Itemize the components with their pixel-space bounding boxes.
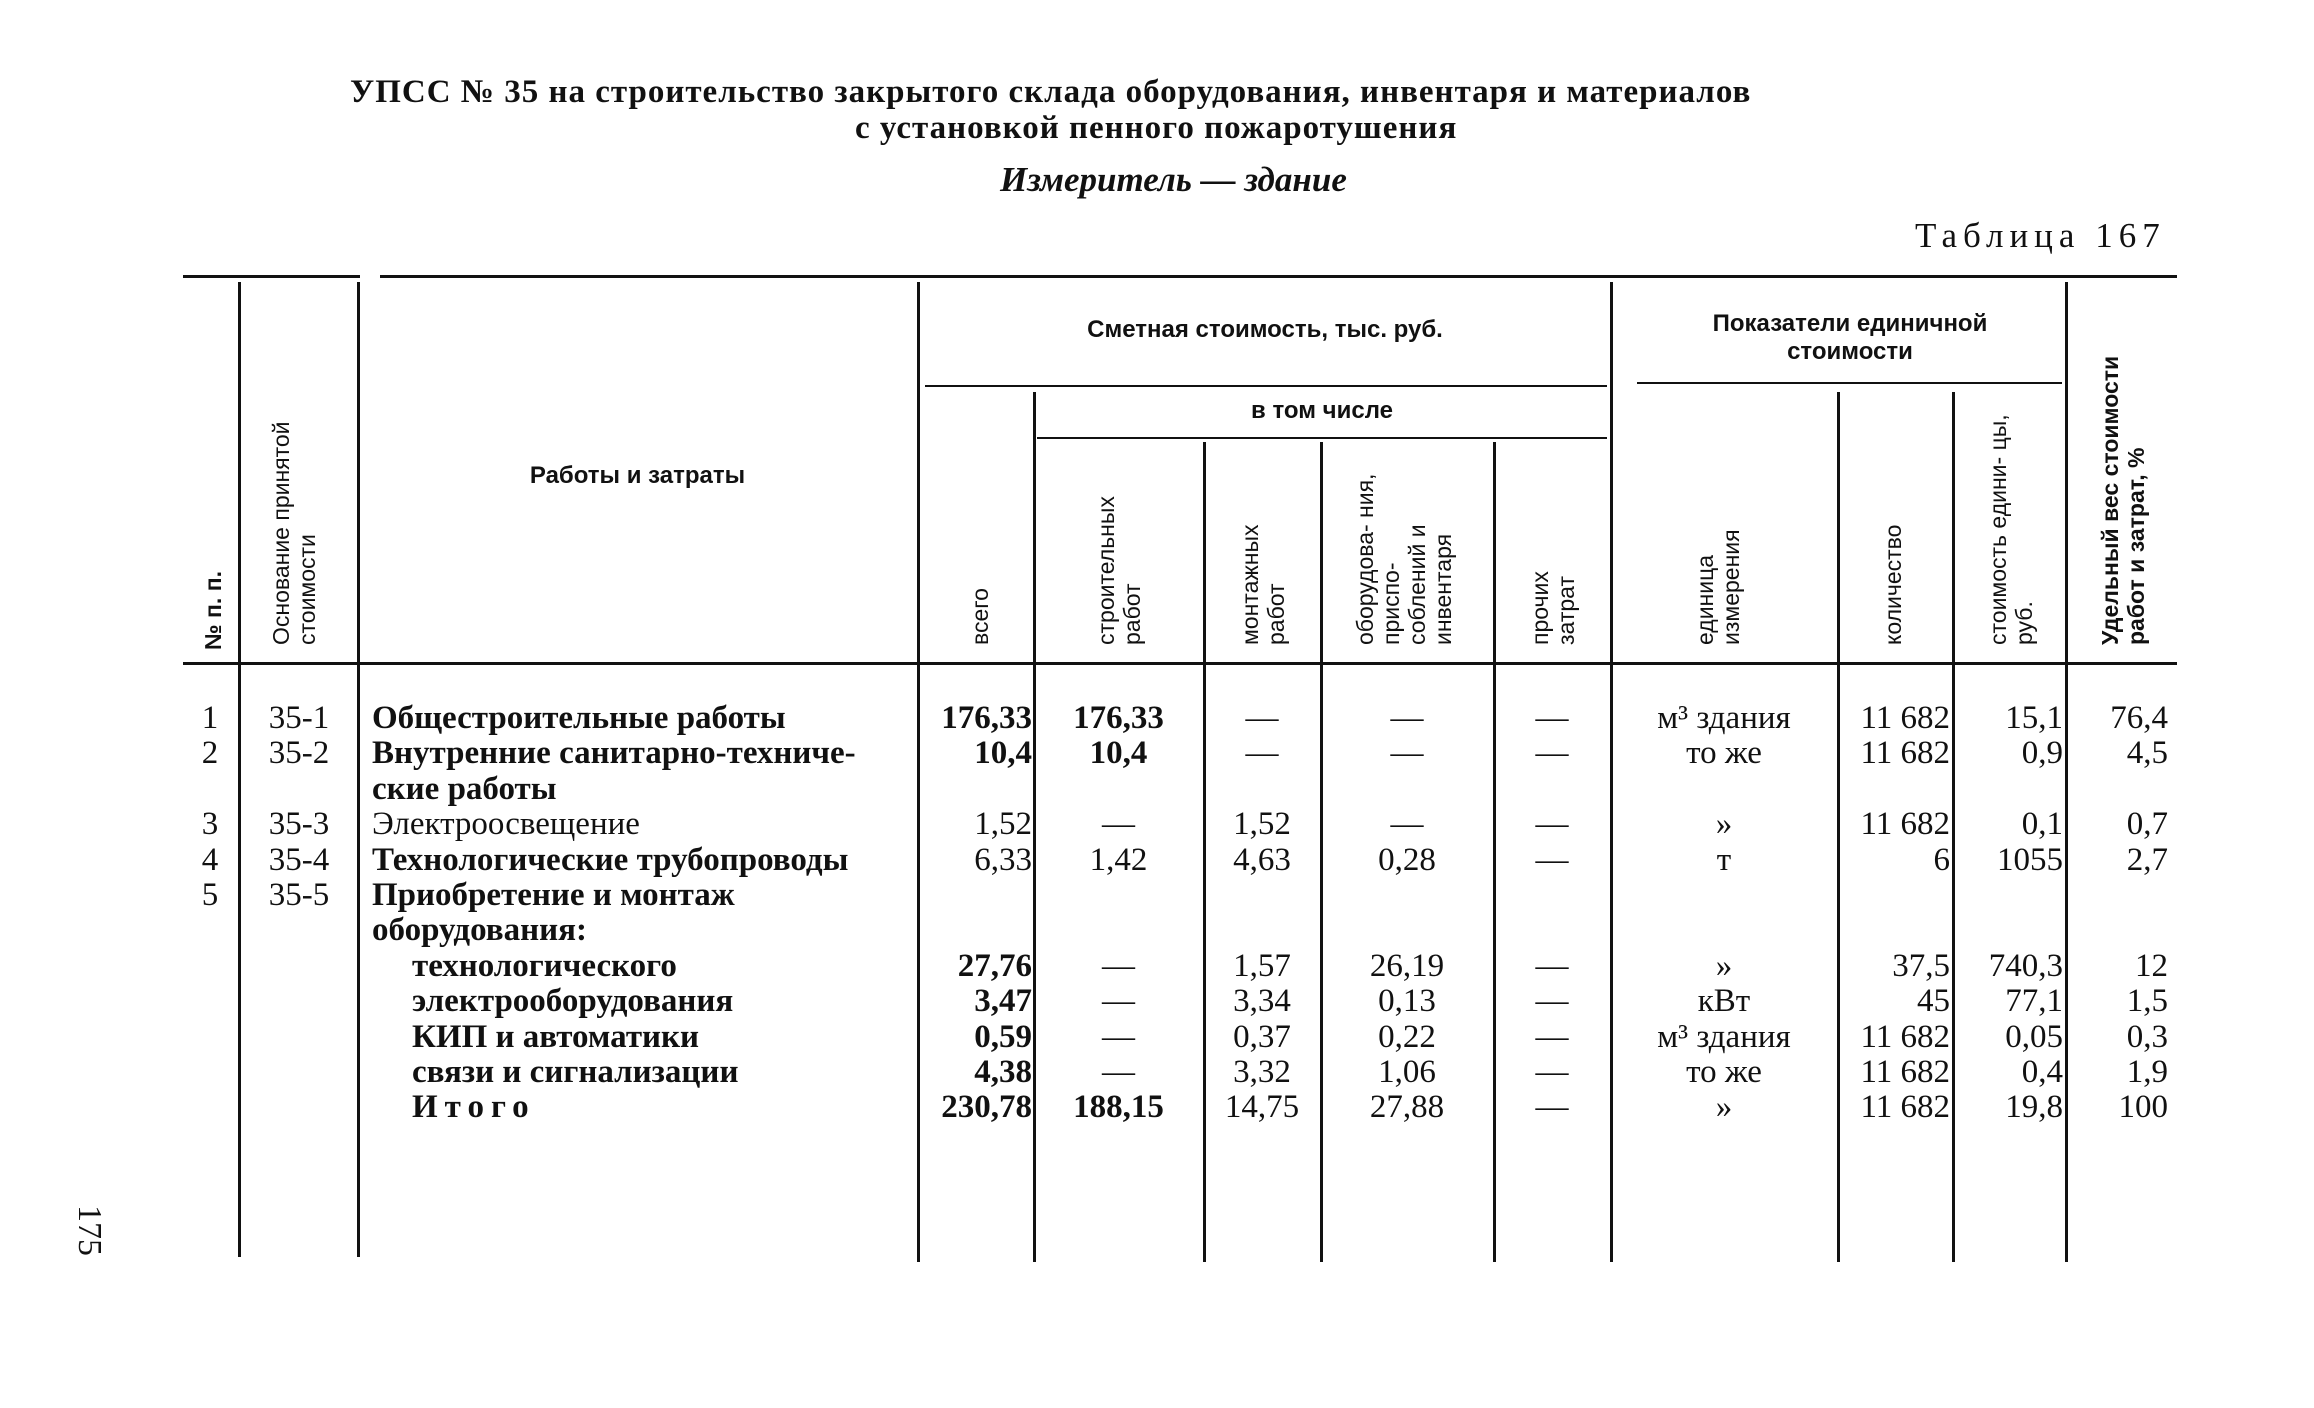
cell-qty: 11 682	[1860, 1018, 1950, 1055]
cell-share: 2,7	[2126, 841, 2168, 878]
header-unit-cost-text: стоимость едини- цы, руб.	[1985, 414, 2037, 645]
measure-unit: Измеритель — здание	[1000, 160, 1347, 199]
cell-other: —	[1535, 1018, 1569, 1055]
cell-unit: то же	[1686, 735, 1762, 772]
cell-name: Внутренние санитарно-техниче-	[372, 735, 856, 772]
table-top-rule	[183, 275, 360, 278]
cell-qty: 11 682	[1860, 700, 1950, 736]
cell-qty: 37,5	[1892, 947, 1950, 984]
table-subtitle: с установкой пенного пожаротушения	[855, 110, 1458, 146]
cell-inst: —	[1245, 735, 1279, 772]
cell-n: 3	[201, 806, 219, 843]
cell-name: технологического	[412, 947, 677, 984]
cell-share: 0,3	[2126, 1018, 2168, 1055]
table-title: УПСС № 35 на строительство закрытого склада оборудования, инвентаря и материалов	[350, 74, 1752, 110]
cell-constr: —	[1102, 947, 1135, 984]
including-rule	[1037, 437, 1607, 439]
cell-total: 230,78	[941, 1089, 1032, 1126]
header-bottom-rule	[183, 662, 2177, 665]
cell-name: Общестроительные работы	[372, 700, 786, 736]
header-cost-group: Сметная стоимость, тыс. руб.	[1087, 316, 1443, 343]
cell-unit: »	[1715, 947, 1733, 984]
cell-name: Итого	[412, 1089, 536, 1126]
cell-basis: 35-1	[268, 700, 330, 736]
cell-equip: 0,13	[1378, 983, 1436, 1020]
header-works: Работы и затраты	[529, 462, 746, 489]
cell-constr: —	[1102, 1054, 1135, 1090]
cell-equip: 0,28	[1378, 841, 1436, 878]
cell-name2: оборудования:	[372, 912, 587, 949]
cell-equip: 1,06	[1378, 1054, 1436, 1090]
cell-inst: —	[1245, 700, 1279, 736]
cell-unit: »	[1715, 1089, 1733, 1126]
header-including: в том числе	[1251, 397, 1393, 424]
cell-inst: 3,32	[1233, 1054, 1291, 1090]
cell-qty: 11 682	[1860, 735, 1950, 772]
cost-group-rule	[925, 385, 1607, 387]
cell-share: 76,4	[2110, 700, 2168, 736]
cell-inst: 1,57	[1233, 947, 1291, 984]
header-unit-cost	[1985, 385, 2037, 645]
header-installation	[1237, 465, 1289, 645]
cell-unit: кВт	[1697, 983, 1751, 1020]
cell-constr: 10,4	[1089, 735, 1148, 772]
cell-name: Технологические трубопроводы	[372, 841, 849, 878]
cell-total: 176,33	[941, 700, 1032, 736]
cell-unit: м³ здания	[1657, 700, 1791, 736]
cell-basis: 35-4	[268, 841, 330, 878]
cell-other: —	[1535, 983, 1569, 1020]
cell-inst: 4,63	[1233, 841, 1291, 878]
cell-qty: 6	[1933, 841, 1950, 878]
cell-equip: 26,19	[1369, 947, 1445, 984]
table-number: Таблица 167	[1915, 216, 2166, 255]
col-divider	[238, 282, 241, 1257]
header-construction	[1093, 445, 1145, 645]
cell-n: 2	[201, 735, 219, 772]
cell-constr: 1,42	[1089, 841, 1148, 878]
cell-ucost: 19,8	[2005, 1089, 2063, 1126]
cell-equip: 0,22	[1378, 1018, 1436, 1055]
cell-basis: 35-5	[268, 877, 330, 913]
header-share-text: Удельный вес стоимости работ и затрат, %	[2097, 355, 2149, 645]
header-share	[2097, 285, 2149, 645]
header-unit-group: Показатели единичной стоимости	[1712, 310, 1988, 365]
cell-share: 4,5	[2126, 735, 2168, 772]
cell-total: 4,38	[974, 1054, 1032, 1090]
header-basis	[268, 335, 320, 645]
cell-name2: ские работы	[372, 770, 557, 807]
cell-equip: —	[1390, 806, 1424, 843]
cell-total: 6,33	[974, 841, 1032, 878]
cell-constr: 176,33	[1073, 700, 1164, 736]
cell-other: —	[1535, 841, 1569, 878]
unit-group-rule	[1637, 382, 2062, 384]
col-divider	[357, 282, 360, 1257]
cell-share: 100	[2118, 1089, 2168, 1126]
cell-ucost: 15,1	[2005, 700, 2063, 736]
cell-ucost: 0,1	[2021, 806, 2063, 843]
cell-constr: 188,15	[1073, 1089, 1164, 1126]
cell-n: 4	[201, 841, 219, 878]
cell-name: Электроосвещение	[372, 806, 640, 843]
cell-name: КИП и автоматики	[412, 1018, 700, 1055]
cell-basis: 35-3	[268, 806, 330, 843]
cell-n: 5	[201, 877, 219, 913]
header-total: всего	[967, 588, 993, 645]
cell-constr: —	[1102, 1018, 1135, 1055]
cell-unit: т	[1716, 841, 1732, 878]
cell-ucost: 740,3	[1988, 947, 2063, 984]
cell-name: электрооборудования	[412, 983, 734, 1020]
header-unit	[1692, 475, 1744, 645]
cell-ucost: 0,05	[2005, 1018, 2063, 1055]
cell-name: Приобретение и монтаж	[372, 877, 735, 913]
cell-other: —	[1535, 947, 1569, 984]
cell-inst: 14,75	[1224, 1089, 1300, 1126]
header-installation-text: монтажных работ	[1237, 524, 1289, 645]
cell-total: 0,59	[974, 1018, 1032, 1055]
cell-other: —	[1535, 735, 1569, 772]
header-unit-text: единица измерения	[1692, 529, 1744, 645]
cell-ucost: 0,4	[2021, 1054, 2063, 1090]
header-equipment	[1352, 455, 1456, 645]
cell-share: 12	[2135, 947, 2168, 984]
header-construction-text: строительных работ	[1093, 496, 1145, 645]
cell-ucost: 77,1	[2005, 983, 2063, 1020]
cell-name: связи и сигнализации	[412, 1054, 739, 1090]
cell-total: 1,52	[974, 806, 1032, 843]
cell-share: 1,9	[2126, 1054, 2168, 1090]
header-num: № п. п.	[200, 571, 226, 650]
cell-other: —	[1535, 1089, 1569, 1126]
header-quantity: количество	[1880, 524, 1906, 645]
header-other-text: прочих затрат	[1527, 571, 1579, 645]
cell-unit: то же	[1686, 1054, 1762, 1090]
cell-share: 1,5	[2126, 983, 2168, 1020]
header-other	[1527, 535, 1579, 645]
cell-qty: 11 682	[1860, 806, 1950, 843]
cell-qty: 11 682	[1860, 1054, 1950, 1090]
cell-constr: —	[1102, 806, 1135, 843]
cell-total: 27,76	[957, 947, 1032, 984]
cell-basis: 35-2	[268, 735, 330, 772]
header-basis-text: Основание принятой стоимости	[268, 421, 320, 645]
cell-n: 1	[201, 700, 219, 736]
cell-unit: »	[1715, 806, 1733, 843]
cell-equip: —	[1390, 735, 1424, 772]
cell-qty: 45	[1917, 983, 1950, 1020]
cell-share: 0,7	[2126, 806, 2168, 843]
cell-inst: 3,34	[1233, 983, 1291, 1020]
cell-qty: 11 682	[1860, 1089, 1950, 1126]
cell-total: 10,4	[974, 735, 1032, 772]
cell-other: —	[1535, 806, 1569, 843]
cell-other: —	[1535, 1054, 1569, 1090]
cell-ucost: 1055	[1997, 841, 2063, 878]
cell-inst: 0,37	[1233, 1018, 1291, 1055]
table-top-rule	[380, 275, 2177, 278]
cell-total: 3,47	[974, 983, 1032, 1020]
cell-ucost: 0,9	[2021, 735, 2063, 772]
cell-constr: —	[1102, 983, 1135, 1020]
cell-equip: —	[1390, 700, 1424, 736]
page-number: 175	[71, 1205, 108, 1256]
cell-other: —	[1535, 700, 1569, 736]
cell-equip: 27,88	[1369, 1089, 1445, 1126]
header-equipment-text: оборудова- ния, приспо- соблений и инвентаря	[1352, 473, 1456, 645]
cell-unit: м³ здания	[1657, 1018, 1791, 1055]
cell-inst: 1,52	[1233, 806, 1291, 843]
